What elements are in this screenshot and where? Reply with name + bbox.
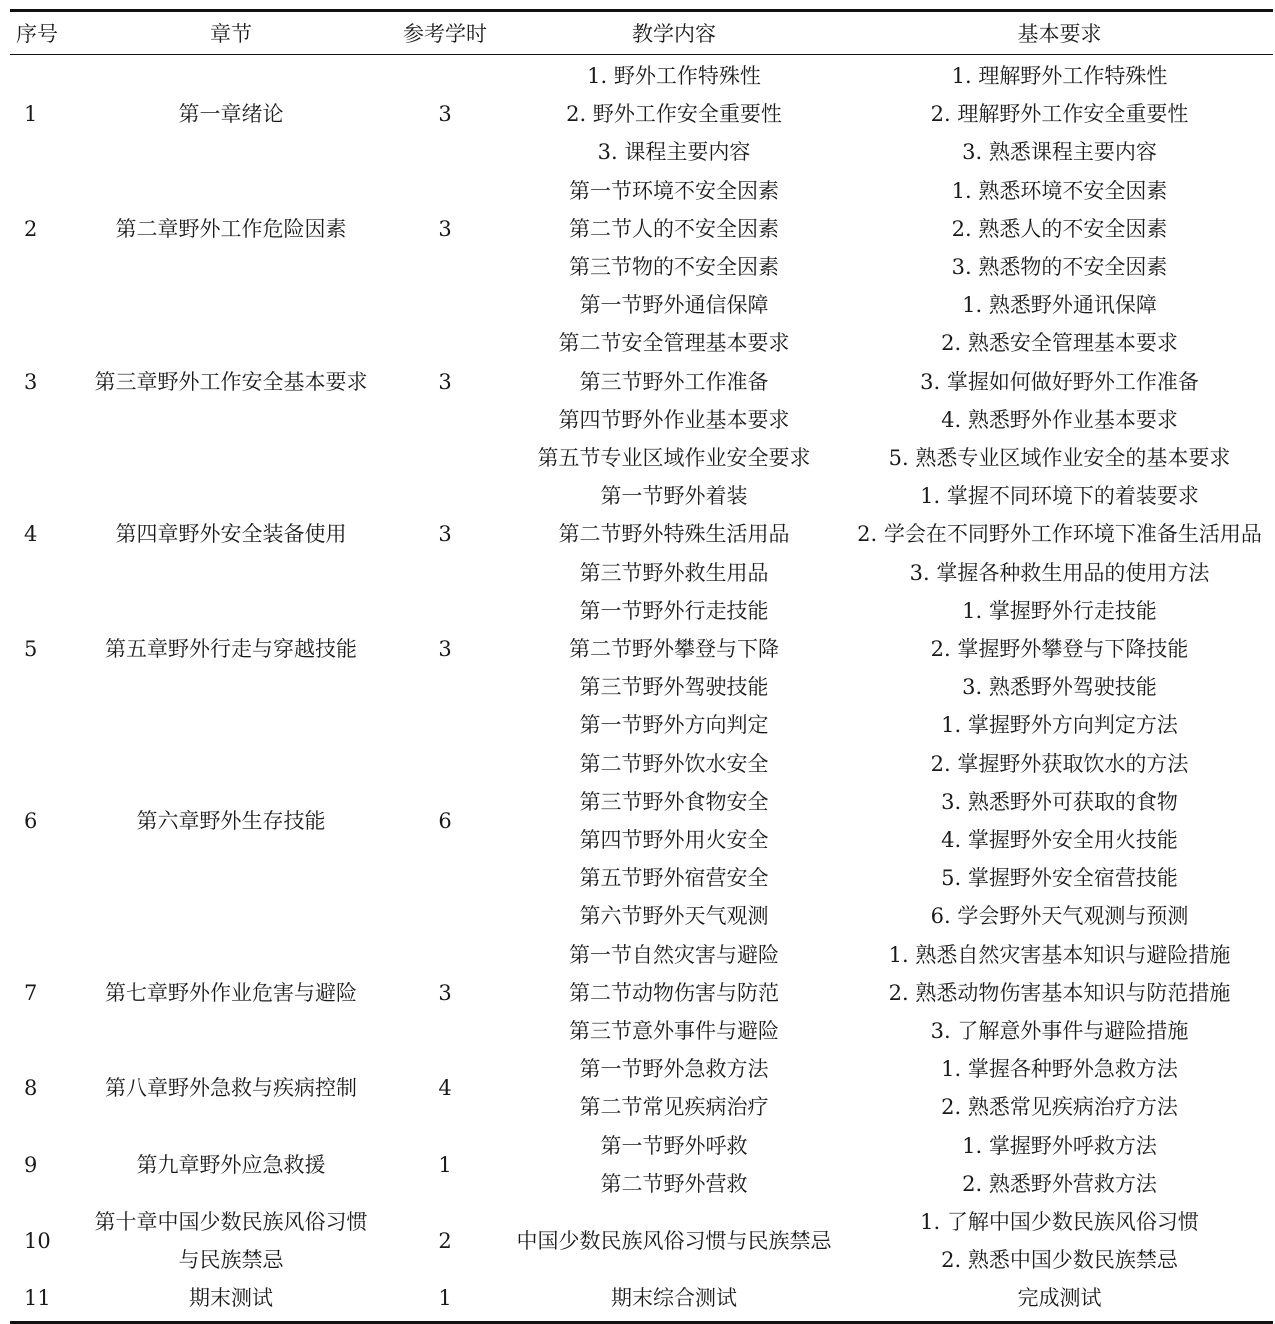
chapter-title-line: 与民族禁忌 <box>178 1248 284 1273</box>
header-requirements: 基本要求 <box>1017 22 1102 46</box>
header-chapter: 章节 <box>210 22 252 46</box>
curriculum-table <box>10 9 1273 1324</box>
table-row <box>10 936 1273 1051</box>
row-chapter <box>74 936 388 1051</box>
table-row <box>10 477 1273 592</box>
requirement-item: 1. 掌握野外行走技能 <box>962 598 1157 623</box>
content-item: 第四节野外作业基本要求 <box>558 407 790 432</box>
row-chapter <box>74 592 388 707</box>
row-requirements <box>846 706 1273 935</box>
requirement-item: 2. 熟悉常见疾病治疗方法 <box>941 1095 1178 1120</box>
content-item: 2. 野外工作安全重要性 <box>566 102 782 127</box>
content-item: 第三节野外工作准备 <box>579 369 769 394</box>
content-item: 第一节野外急救方法 <box>579 1057 769 1082</box>
content-item: 第二节野外饮水安全 <box>579 751 769 776</box>
chapter-title: 第三章野外工作安全基本要求 <box>94 369 368 394</box>
row-content <box>502 1050 846 1126</box>
content-item: 第三节野外食物安全 <box>579 789 769 814</box>
requirement-item: 1. 熟悉野外通讯保障 <box>962 293 1157 318</box>
content-item: 第三节野外救生用品 <box>579 560 769 585</box>
row-chapter <box>74 57 388 172</box>
row-requirements <box>846 1203 1273 1279</box>
row-hours: 3 <box>438 980 452 1005</box>
chapter-title: 第五章野外行走与穿越技能 <box>105 636 357 661</box>
requirement-item: 1. 掌握野外方向判定方法 <box>941 713 1178 738</box>
requirement-item: 2. 熟悉安全管理基本要求 <box>941 331 1178 356</box>
row-chapter <box>74 286 388 477</box>
table-row <box>10 57 1273 172</box>
requirement-item: 2. 掌握野外攀登与下降技能 <box>930 636 1189 661</box>
content-item: 第二节野外特殊生活用品 <box>558 522 790 547</box>
requirement-item: 2. 熟悉野外营救方法 <box>962 1171 1157 1196</box>
requirement-item: 2. 理解野外工作安全重要性 <box>930 102 1189 127</box>
row-index: 8 <box>24 1076 38 1101</box>
row-hours: 1 <box>438 1152 452 1177</box>
requirement-item: 3. 掌握各种救生用品的使用方法 <box>909 560 1210 585</box>
row-hours: 3 <box>438 637 452 662</box>
content-item: 第六节野外天气观测 <box>579 904 769 929</box>
content-item: 第一节环境不安全因素 <box>569 178 779 203</box>
content-item: 第二节动物伤害与防范 <box>569 980 779 1005</box>
row-index: 10 <box>24 1229 51 1254</box>
header-index: 序号 <box>16 22 58 46</box>
content-item: 第二节人的不安全因素 <box>569 216 779 241</box>
requirement-item: 1. 掌握不同环境下的着装要求 <box>920 484 1199 509</box>
table-row <box>10 1203 1273 1279</box>
row-requirements <box>846 172 1273 287</box>
requirement-item: 3. 熟悉野外可获取的食物 <box>941 789 1178 814</box>
row-requirements <box>846 936 1273 1051</box>
row-index: 3 <box>24 369 38 394</box>
chapter-title: 第六章野外生存技能 <box>136 808 326 833</box>
row-requirements <box>846 477 1273 592</box>
table-row <box>10 1050 1273 1126</box>
row-index: 2 <box>24 216 38 241</box>
row-chapter <box>74 477 388 592</box>
requirement-item: 1. 了解中国少数民族风俗习惯 <box>920 1209 1199 1234</box>
chapter-title: 期末测试 <box>189 1286 273 1311</box>
content-item: 第一节野外通信保障 <box>579 293 769 318</box>
requirement-item: 1. 熟悉环境不安全因素 <box>951 178 1168 203</box>
row-requirements <box>846 592 1273 707</box>
content-item: 第一节野外方向判定 <box>579 713 769 738</box>
chapter-title: 第二章野外工作危险因素 <box>115 216 347 241</box>
row-hours: 4 <box>438 1076 452 1101</box>
requirement-item: 2. 熟悉人的不安全因素 <box>951 216 1168 241</box>
table-row <box>10 1127 1273 1203</box>
row-requirements <box>846 286 1273 477</box>
row-chapter <box>74 1279 388 1317</box>
content-item: 第一节自然灾害与避险 <box>569 942 779 967</box>
row-chapter <box>74 1203 388 1279</box>
table-row <box>10 286 1273 477</box>
row-chapter <box>74 1050 388 1126</box>
chapter-title: 第八章野外急救与疾病控制 <box>105 1076 357 1101</box>
row-content <box>502 592 846 707</box>
table-row <box>10 172 1273 287</box>
row-content <box>502 706 846 935</box>
requirement-item: 2. 熟悉动物伤害基本知识与防范措施 <box>888 980 1231 1005</box>
row-hours: 6 <box>438 808 452 833</box>
header-hours: 参考学时 <box>403 22 487 46</box>
row-index: 9 <box>24 1152 38 1177</box>
requirement-item: 5. 掌握野外安全宿营技能 <box>941 866 1178 891</box>
content-item: 第一节野外着装 <box>600 484 748 509</box>
row-content <box>502 57 846 172</box>
content-item: 第二节安全管理基本要求 <box>558 331 790 356</box>
content-item: 第五节专业区域作业安全要求 <box>537 445 811 470</box>
row-hours: 3 <box>438 102 452 127</box>
row-index: 5 <box>24 637 38 662</box>
chapter-title: 第一章绪论 <box>178 102 284 127</box>
row-hours: 3 <box>438 216 452 241</box>
row-index: 11 <box>24 1286 51 1311</box>
row-requirements <box>846 1050 1273 1126</box>
content-item: 第二节常见疾病治疗 <box>579 1095 769 1120</box>
requirement-item: 1. 掌握各种野外急救方法 <box>941 1057 1178 1082</box>
row-hours: 3 <box>438 522 452 547</box>
row-chapter <box>74 172 388 287</box>
requirement-item: 1. 熟悉自然灾害基本知识与避险措施 <box>888 942 1231 967</box>
content-item: 1. 野外工作特殊性 <box>587 64 761 89</box>
content-item: 第二节野外营救 <box>600 1171 748 1196</box>
content-item: 第三节意外事件与避险 <box>569 1018 779 1043</box>
row-index: 6 <box>24 808 38 833</box>
row-index: 1 <box>24 102 38 127</box>
row-requirements <box>846 1127 1273 1203</box>
requirement-item: 3. 掌握如何做好野外工作准备 <box>920 369 1199 394</box>
header-content: 教学内容 <box>632 22 716 46</box>
requirement-item: 2. 学会在不同野外工作环境下准备生活用品 <box>857 522 1262 547</box>
requirement-item: 3. 熟悉课程主要内容 <box>962 140 1157 165</box>
row-index: 7 <box>24 980 38 1005</box>
chapter-title: 第四章野外安全装备使用 <box>115 522 347 547</box>
requirement-item: 2. 掌握野外获取饮水的方法 <box>930 751 1189 776</box>
content-item: 第一节野外行走技能 <box>579 598 769 623</box>
row-requirements <box>846 1279 1273 1317</box>
requirement-item: 完成测试 <box>1017 1286 1102 1311</box>
row-requirements <box>846 57 1273 172</box>
row-hours: 1 <box>438 1286 452 1311</box>
requirement-item: 5. 熟悉专业区域作业安全的基本要求 <box>888 445 1231 470</box>
row-chapter <box>74 1127 388 1203</box>
content-item: 中国少数民族风俗习惯与民族禁忌 <box>516 1229 832 1254</box>
content-item: 第三节物的不安全因素 <box>569 254 779 279</box>
requirement-item: 6. 学会野外天气观测与预测 <box>930 904 1189 929</box>
row-content <box>502 1127 846 1203</box>
requirement-item: 3. 熟悉野外驾驶技能 <box>962 675 1157 700</box>
content-item: 3. 课程主要内容 <box>597 140 751 165</box>
requirement-item: 3. 熟悉物的不安全因素 <box>951 254 1168 279</box>
row-content <box>502 477 846 592</box>
requirement-item: 1. 掌握野外呼救方法 <box>962 1133 1157 1158</box>
row-content <box>502 1222 846 1260</box>
requirement-item: 2. 熟悉中国少数民族禁忌 <box>941 1248 1178 1273</box>
row-content <box>502 172 846 287</box>
table-row <box>10 592 1273 707</box>
chapter-title <box>95 1203 368 1279</box>
chapter-title-line: 第十章中国少数民族风俗习惯 <box>94 1209 368 1234</box>
table-header <box>10 12 1273 54</box>
content-item: 第五节野外宿营安全 <box>579 866 769 891</box>
requirement-item: 1. 理解野外工作特殊性 <box>951 64 1168 89</box>
chapter-title: 第七章野外作业危害与避险 <box>105 980 357 1005</box>
content-item: 第二节野外攀登与下降 <box>569 636 779 661</box>
row-content <box>502 936 846 1051</box>
requirement-item: 4. 熟悉野外作业基本要求 <box>941 407 1178 432</box>
requirement-item: 3. 了解意外事件与避险措施 <box>930 1018 1189 1043</box>
row-index: 4 <box>24 522 38 547</box>
row-content <box>502 286 846 477</box>
row-content <box>502 1279 846 1317</box>
content-item: 第四节野外用火安全 <box>579 827 769 852</box>
table-row <box>10 706 1273 935</box>
chapter-title: 第九章野外应急救援 <box>136 1152 326 1177</box>
row-hours: 3 <box>438 369 452 394</box>
content-item: 第一节野外呼救 <box>600 1133 748 1158</box>
requirement-item: 4. 掌握野外安全用火技能 <box>941 827 1178 852</box>
table-row <box>10 1279 1273 1317</box>
row-chapter <box>74 706 388 935</box>
content-item: 第三节野外驾驶技能 <box>579 675 769 700</box>
content-item: 期末综合测试 <box>611 1286 737 1311</box>
bottom-rule <box>10 1321 1273 1324</box>
row-hours: 2 <box>438 1229 452 1254</box>
